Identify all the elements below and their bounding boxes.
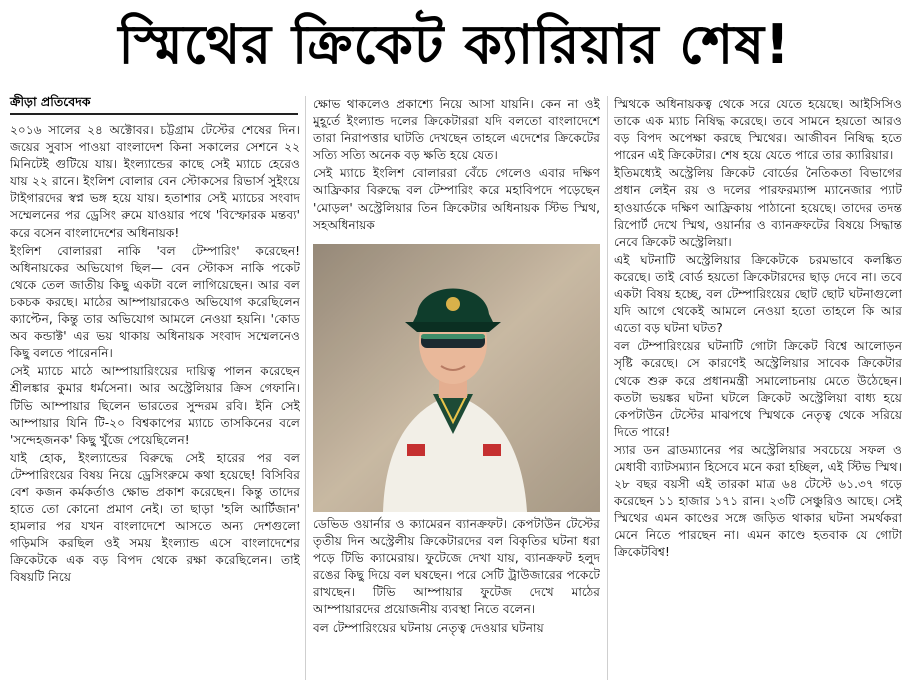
paragraph: ইতিমধ্যেই অস্ট্রেলিয় ক্রিকেট বোর্ডের নৈতিকতা বিভাগের প্রধান লেইন রয় ও দলের পারফরম্যান্স ম্যানেজার প্যাট হাওয়ার্ডকে দক্ষিণ আফ্রিকায় পাঠানো হয়েছে। তাদের তদন্ত রিপোর্ট দেখে স্মিথ, ওয়ার্নার ও ব্যানক্রফটের বিষয়ে সিদ্ধান্ত নেবে ক্রিকেট অস্ট্রেলিয়া। (614, 166, 902, 249)
paragraph: সেই ম্যাচে মাঠে আম্পায়ারিংয়ের দায়িত্ব পালন করেছেন শ্রীলঙ্কার কুমার ধর্মসেনা। আর অস্ট্রেলিয়ার ক্রিস গেফানি। টিভি আম্পায়ার ছিলেন ভারতের সুন্দরম রবি। ইনি সেই আম্পায়ার যিনি টি-২০ বিশ্বকাপের ম্যাচে তাসকিনের বলে 'সন্দেহজনক' কিছু খুঁজে পেয়েছিলেন! (10, 364, 300, 447)
paragraph: ২০১৬ সালের ২৪ অক্টোবর। চট্টগ্রাম টেস্টের শেষের দিন। জয়ের সুবাস পাওয়া বাংলাদেশ কিনা সকালের সেশনে ২২ মিনিটেই গুটিয়ে যায়। ইংল্যান্ডের কাছে সেই ম্যাচে হেরেও যায় ২২ রানে। ইংলিশ বোলার বেন স্টোকসের রিভার্স সুইংয়ে টাইগারদের স্বপ্ন ভঙ্গ হয়ে যায়। হতাশার সেই ম্যাচের সংবাদ সম্মেলনের পর ড্রেসিং রুমে যাওয়ার পথে 'বিস্ফোরক মন্তব্য' করে বসেন বাংলাদেশের অধিনায়ক! (10, 123, 300, 240)
article-column-1 (10, 122, 300, 682)
player-illustration (313, 244, 600, 512)
paragraph: যাই হোক, ইংল্যান্ডের বিরুদ্ধে সেই হারের পর বল টেম্পারিংয়ের বিষয় নিয়ে ড্রেসিংরুমে কথা হয়েছে! বিসিবির বেশ কজন কর্মকর্তাও ক্ষোভ প্রকাশ করেছেন। কিন্তু তাদের হাতে তো কোনো প্রমাণ নেই। তা ছাড়া 'হলি আর্টিজান' হামলার পর যখন বাংলাদেশে আসতে অন্য দেশগুলো গড়িমসি করছিল ওই সময় ইংল্যান্ড এসে বাংলাদেশের ক্রিকেটকে এক বড় বিপদ থেকে রক্ষা করেছিলেন। তাই বিষয়টি নিয়ে (10, 450, 300, 585)
headline: স্মিথের ক্রিকেট ক্যারিয়ার শেষ! (118, 13, 791, 76)
paragraph: ডেভিড ওয়ার্নার ও ক্যামেরন ব্যানক্রফট। কেপটাউন টেস্টের তৃতীয় দিন অস্ট্রেলীয় ক্রিকেটারদের বল বিকৃতির ঘটনা ধরা পড়ে টিভি ক্যামেরায়। ফুটেজে দেখা যায়, ব্যানক্রফট হলুদ রঙের কিছু দিয়ে বল ঘষছেন। পরে সেটি ট্রাউজারের পকেটে রাখছেন। টিভি আম্পায়ার ফুটেজ দেখে মাঠের আম্পায়ারদের প্রয়োজনীয় ব্যবস্থা নিতে বলেন। (313, 517, 600, 617)
paragraph: এই ঘটনাটি অস্ট্রেলিয়ার ক্রিকেটকে চরমভাবে কলঙ্কিত করেছে। তাই বোর্ড হয়তো ক্রিকেটারদের ছাড় দেবে না। তবে একটা বিষয় হচ্ছে, বল টেম্পারিংয়ের ছোট ছোট ঘটনাগুলো যদি আগে থেকেই আমলে নেওয়া হতো তাহলে কি আর এতো বড় ঘটনা ঘটত? (614, 252, 902, 336)
byline: ক্রীড়া প্রতিবেদক (10, 94, 91, 109)
paragraph: সেই ম্যাচে ইংলিশ বোলাররা বেঁচে গেলেও এবার দক্ষিণ আফ্রিকার বিরুদ্ধে বল টেম্পারিং করে মহাবিপদে পড়েছেন 'মোড়ল' অস্ট্রেলিয়ার তিন ক্রিকেটার অধিনায়ক স্টিভ স্মিথ, সহঅধিনায়ক (313, 166, 600, 232)
article-column-2-top (313, 96, 600, 242)
column-divider (305, 96, 306, 680)
column-divider (607, 96, 608, 680)
paragraph: ক্ষোভ থাকলেও প্রকাশ্যে নিয়ে আসা যায়নি। কেন না ওই মুহূর্তে ইংল্যান্ড দলের ক্রিকেটাররা যদি বলতো বাংলাদেশে তারা নিরাপত্তার ঘাটতি দেখছেন তাহলে এদেশের ক্রিকেটের সত্যি সত্যি অনেক বড় ক্ষতি হয়ে যেত। (313, 97, 600, 163)
steve-smith-photo (313, 244, 600, 512)
byline-rule (10, 113, 298, 115)
paragraph: ইংলিশ বোলাররা নাকি 'বল টেম্পারিং' করেছেন! অধিনায়কের অভিযোগ ছিল— বেন স্টোকস নাকি পকেট থেকে তেল জাতীয় কিছু একটা বলে লাগিয়েছেন। আর বল চকচক করছে। মাঠের আম্পায়ারকেও অভিযোগ করেছিলেন ক্যাপ্টেন, কিন্তু তার অভিযোগ আমলে নেওয়া হয়নি। 'কোড অব কন্ডাক্ট' এর ভয় থাকায় অধিনায়ক সংবাদ সম্মেলনেও কিছু বলতে পারেননি। (10, 243, 300, 361)
article-column-3 (614, 96, 902, 682)
paragraph: বল টেম্পারিংয়ের ঘটনায় নেতৃত্ব দেওয়ার ঘটনায় (313, 620, 544, 635)
paragraph: বল টেম্পারিংয়ের ঘটনাটি গোটা ক্রিকেট বিশ্বে আলোড়ন সৃষ্টি করেছে। সে কারণেই অস্ট্রেলিয়ার সাবেক ক্রিকেটার থেকে শুরু করে প্রধানমন্ত্রী সমালোচনায় মেতে উঠেছেন। কতটা ভয়ঙ্কর ঘটনা ঘটলে ক্রিকেট অস্ট্রেলিয়া বাধ্য হয়ে কেপটাউন টেস্টের মাঝপথে স্মিথকে নেতৃত্ব থেকে সরিয়ে দিতে পারে! (614, 339, 902, 439)
paragraph: স্মিথকে অধিনায়কত্ব থেকে সরে যেতে হয়েছে। আইসিসিও তাকে এক ম্যাচ নিষিদ্ধ করেছে। তবে সামনে হয়তো আরও বড় বিপদ অপেক্ষা করছে স্মিথের। আজীবন নিষিদ্ধ হতে পারেন এই ক্রিকেটার। শেষ হয়ে যেতে পারে তার ক্যারিয়ার। (614, 97, 902, 163)
article-column-2-bottom (313, 516, 600, 682)
paragraph: স্যার ডন ব্রাডম্যানের পর অস্ট্রেলিয়ার সবচেয়ে সফল ও মেধাবী ব্যাটসম্যান হিসেবে মনে করা হচ্ছিল, এই স্টিভ স্মিথ। ২৮ বছর বয়সী এই তারকা মাত্র ৬৪ টেস্টে ৬১.৩৭ গড়ে করেছেন ১১ হাজার ১৭১ রান। ২৩টি সেঞ্চুরিও আছে। সেই স্মিথের এমন কাণ্ডের সঙ্গে জড়িত থাকার ঘটনা সমর্থকরা মেনে নিতে পারছেন না। এমন কাণ্ডে হতবাক যে গোটা ক্রিকেটবিশ্ব! (614, 442, 902, 560)
